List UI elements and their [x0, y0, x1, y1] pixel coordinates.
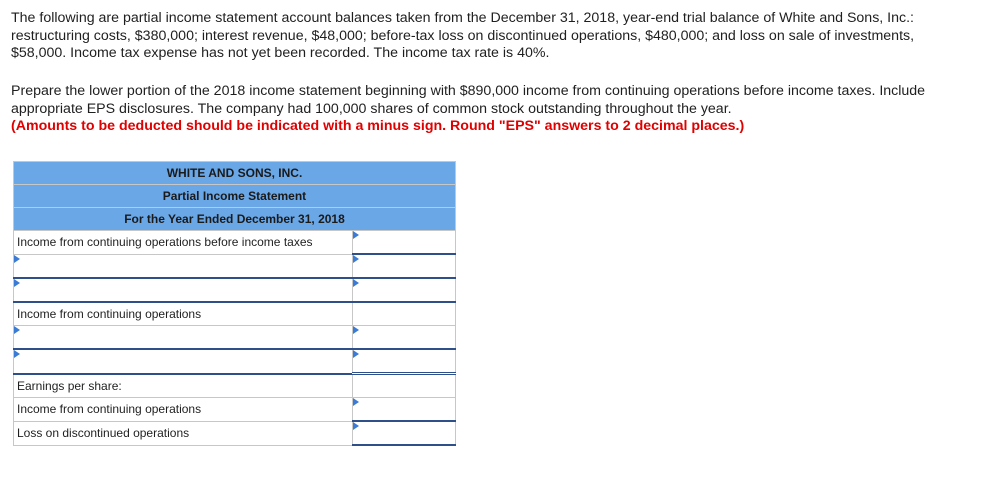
table-row [14, 278, 456, 302]
label-select-cell[interactable] [14, 254, 353, 278]
input-marker-icon [353, 350, 359, 358]
label-select-cell[interactable] [14, 278, 353, 302]
table-row [14, 302, 456, 326]
input-marker-icon [353, 398, 359, 406]
statement-title: Partial Income Statement [14, 185, 456, 208]
table-row [14, 398, 456, 422]
amount-cell-blank [353, 302, 456, 326]
row-2-amount-input[interactable] [353, 257, 455, 275]
input-marker-icon [353, 326, 359, 334]
company-name: WHITE AND SONS, INC. [14, 162, 456, 185]
input-marker-icon [353, 231, 359, 239]
statement-period: For the Year Ended December 31, 2018 [14, 208, 456, 231]
dropdown-marker-icon [14, 350, 20, 358]
row-5-amount-input[interactable] [353, 328, 455, 346]
table-row [14, 254, 456, 278]
label-select-cell[interactable] [14, 326, 353, 350]
problem-paragraph-1: The following are partial income statement account balances taken from the December 31, 2018, year-end trial balance of White and Sons, Inc.: restructuring costs, $380,000; interest revenue, $48,000; before-tax loss on discontinued operations, $480,000; and loss on sale of investments, $58,000. Income tax expense has not yet been recorded. The income tax rate is 40%. [11, 10, 915, 61]
amount-cell[interactable] [353, 349, 456, 374]
row-label-eps-continuing: Income from continuing operations [14, 398, 353, 422]
input-marker-icon [353, 422, 359, 430]
row-label-income-before-taxes: Income from continuing operations before income taxes [14, 231, 353, 255]
amount-cell[interactable] [353, 398, 456, 422]
dropdown-marker-icon [14, 255, 20, 263]
problem-paragraph-2-text: Prepare the lower portion of the 2018 income statement beginning with $890,000 income from continuing operations before income taxes. Include appropriate EPS disclosures. The company had 100,000 shares of common stock outstanding throughout the year. [11, 83, 926, 117]
amount-cell[interactable] [353, 231, 456, 255]
table-row [14, 231, 456, 255]
table-row [14, 374, 456, 398]
eps-continuing-input[interactable] [353, 400, 455, 418]
amount-cell[interactable] [353, 326, 456, 350]
header-row-company [14, 162, 456, 185]
row-label-income-continuing: Income from continuing operations [14, 302, 353, 326]
table-row [14, 326, 456, 350]
input-marker-icon [353, 279, 359, 287]
amount-cell-blank [353, 374, 456, 398]
row-3-label-select[interactable] [14, 281, 350, 300]
problem-paragraph-2 [11, 83, 971, 136]
header-row-title [14, 185, 456, 208]
row-3-amount-input[interactable] [353, 281, 455, 299]
dropdown-marker-icon [14, 279, 20, 287]
row-5-label-select[interactable] [14, 328, 350, 347]
income-before-taxes-amount-input[interactable] [353, 233, 455, 251]
eps-discontinued-input[interactable] [353, 424, 455, 442]
input-marker-icon [353, 255, 359, 263]
table-row [14, 349, 456, 374]
instruction-text: (Amounts to be deducted should be indicated with a minus sign. Round "EPS" answers to 2 decimal places.) [11, 118, 745, 134]
table-row [14, 421, 456, 445]
header-row-period [14, 208, 456, 231]
dropdown-marker-icon [14, 326, 20, 334]
income-statement-table [13, 161, 456, 446]
label-select-cell[interactable] [14, 349, 353, 374]
amount-cell[interactable] [353, 278, 456, 302]
row-6-label-select[interactable] [14, 352, 350, 371]
row-label-eps: Earnings per share: [14, 374, 353, 398]
row-label-eps-discontinued: Loss on discontinued operations [14, 421, 353, 445]
row-6-amount-input[interactable] [353, 352, 455, 370]
row-2-label-select[interactable] [14, 256, 350, 275]
amount-cell[interactable] [353, 254, 456, 278]
amount-cell[interactable] [353, 421, 456, 445]
